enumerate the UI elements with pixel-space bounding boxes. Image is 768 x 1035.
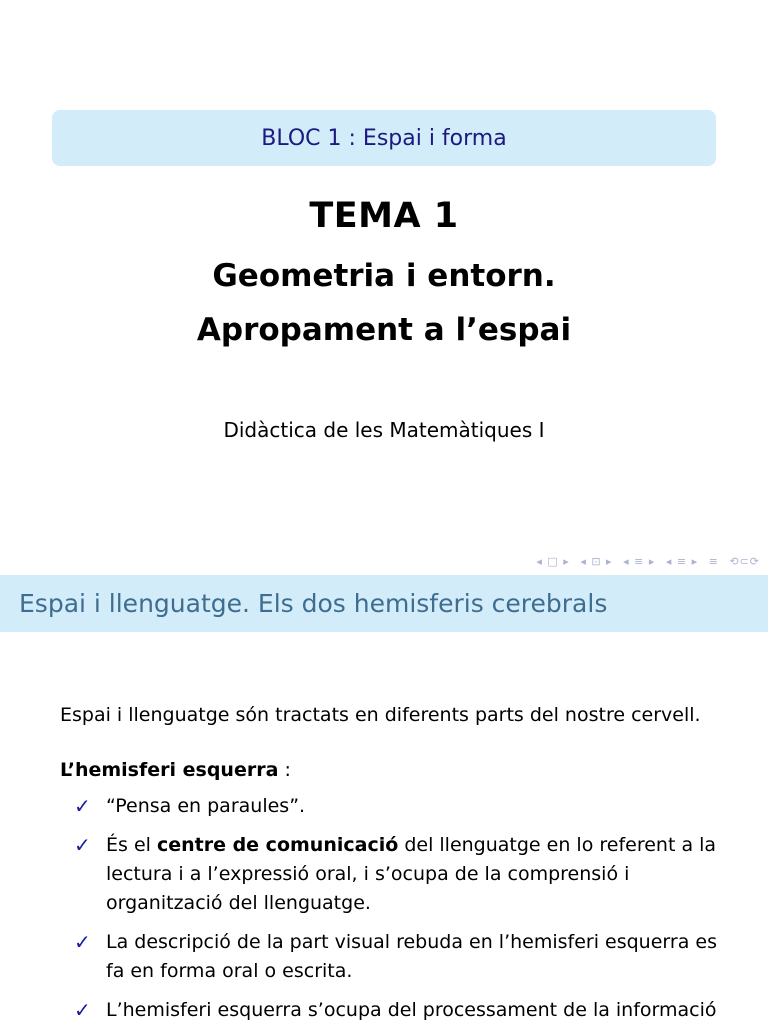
tema-title: TEMA 1 xyxy=(309,196,459,236)
nav-section-icon[interactable]: ◂ ≡ ▸ xyxy=(623,555,656,568)
list-item: ✓ És el centre de comunicació del llenguatge en lo referent a la lectura i a l’expressió oral, i s’ocupa de la comprensió i organització del llenguatge. xyxy=(74,833,717,914)
list-item: ✓ La descripció de la part visual rebuda en l’hemisferi esquerra es fa en forma oral o escrita. xyxy=(74,930,717,982)
hemisphere-label: L’hemisferi esquerra xyxy=(60,759,279,781)
check-icon: ✓ xyxy=(74,998,91,1022)
check-icon: ✓ xyxy=(74,930,91,954)
list-item: ✓ “Pensa en paraules”. xyxy=(74,792,724,821)
check-icon: ✓ xyxy=(74,794,91,818)
nav-section2-icon[interactable]: ◂ ≡ ▸ xyxy=(665,555,699,568)
subtitle-line1: Geometria i entorn. xyxy=(212,258,556,294)
highlight-term: centre de comunicació xyxy=(156,834,399,856)
check-list xyxy=(74,792,724,1035)
nav-subsection-icon[interactable]: ◂ ⊡ ▸ xyxy=(580,555,613,568)
nav-align-icon[interactable]: ≡ xyxy=(708,555,719,568)
hemisphere-heading xyxy=(60,759,291,781)
subtitle-line2: Apropament a l’espai xyxy=(196,312,572,348)
bloc-header xyxy=(52,110,716,166)
list-item: ✓ L’hemisferi esquerra s’ocupa del processament de la informació xyxy=(74,996,724,1025)
check-icon: ✓ xyxy=(74,833,91,857)
hemisphere-colon: : xyxy=(278,759,291,781)
nav-frame-icon[interactable]: ◂ □ ▸ xyxy=(536,555,570,568)
intro-text: Espai i llenguatge són tractats en diferents parts del nostre cervell. xyxy=(60,704,701,726)
frame-title: Espai i llenguatge. Els dos hemisferis cerebrals xyxy=(19,589,608,618)
course-name: Didàctica de les Matemàtiques I xyxy=(223,418,545,442)
bloc-title: BLOC 1 : Espai i forma xyxy=(261,125,507,151)
frame-title-bar xyxy=(0,575,768,632)
beamer-navigation xyxy=(530,555,760,568)
nav-search-icon[interactable]: ⟲⊂⟳ xyxy=(729,555,760,568)
